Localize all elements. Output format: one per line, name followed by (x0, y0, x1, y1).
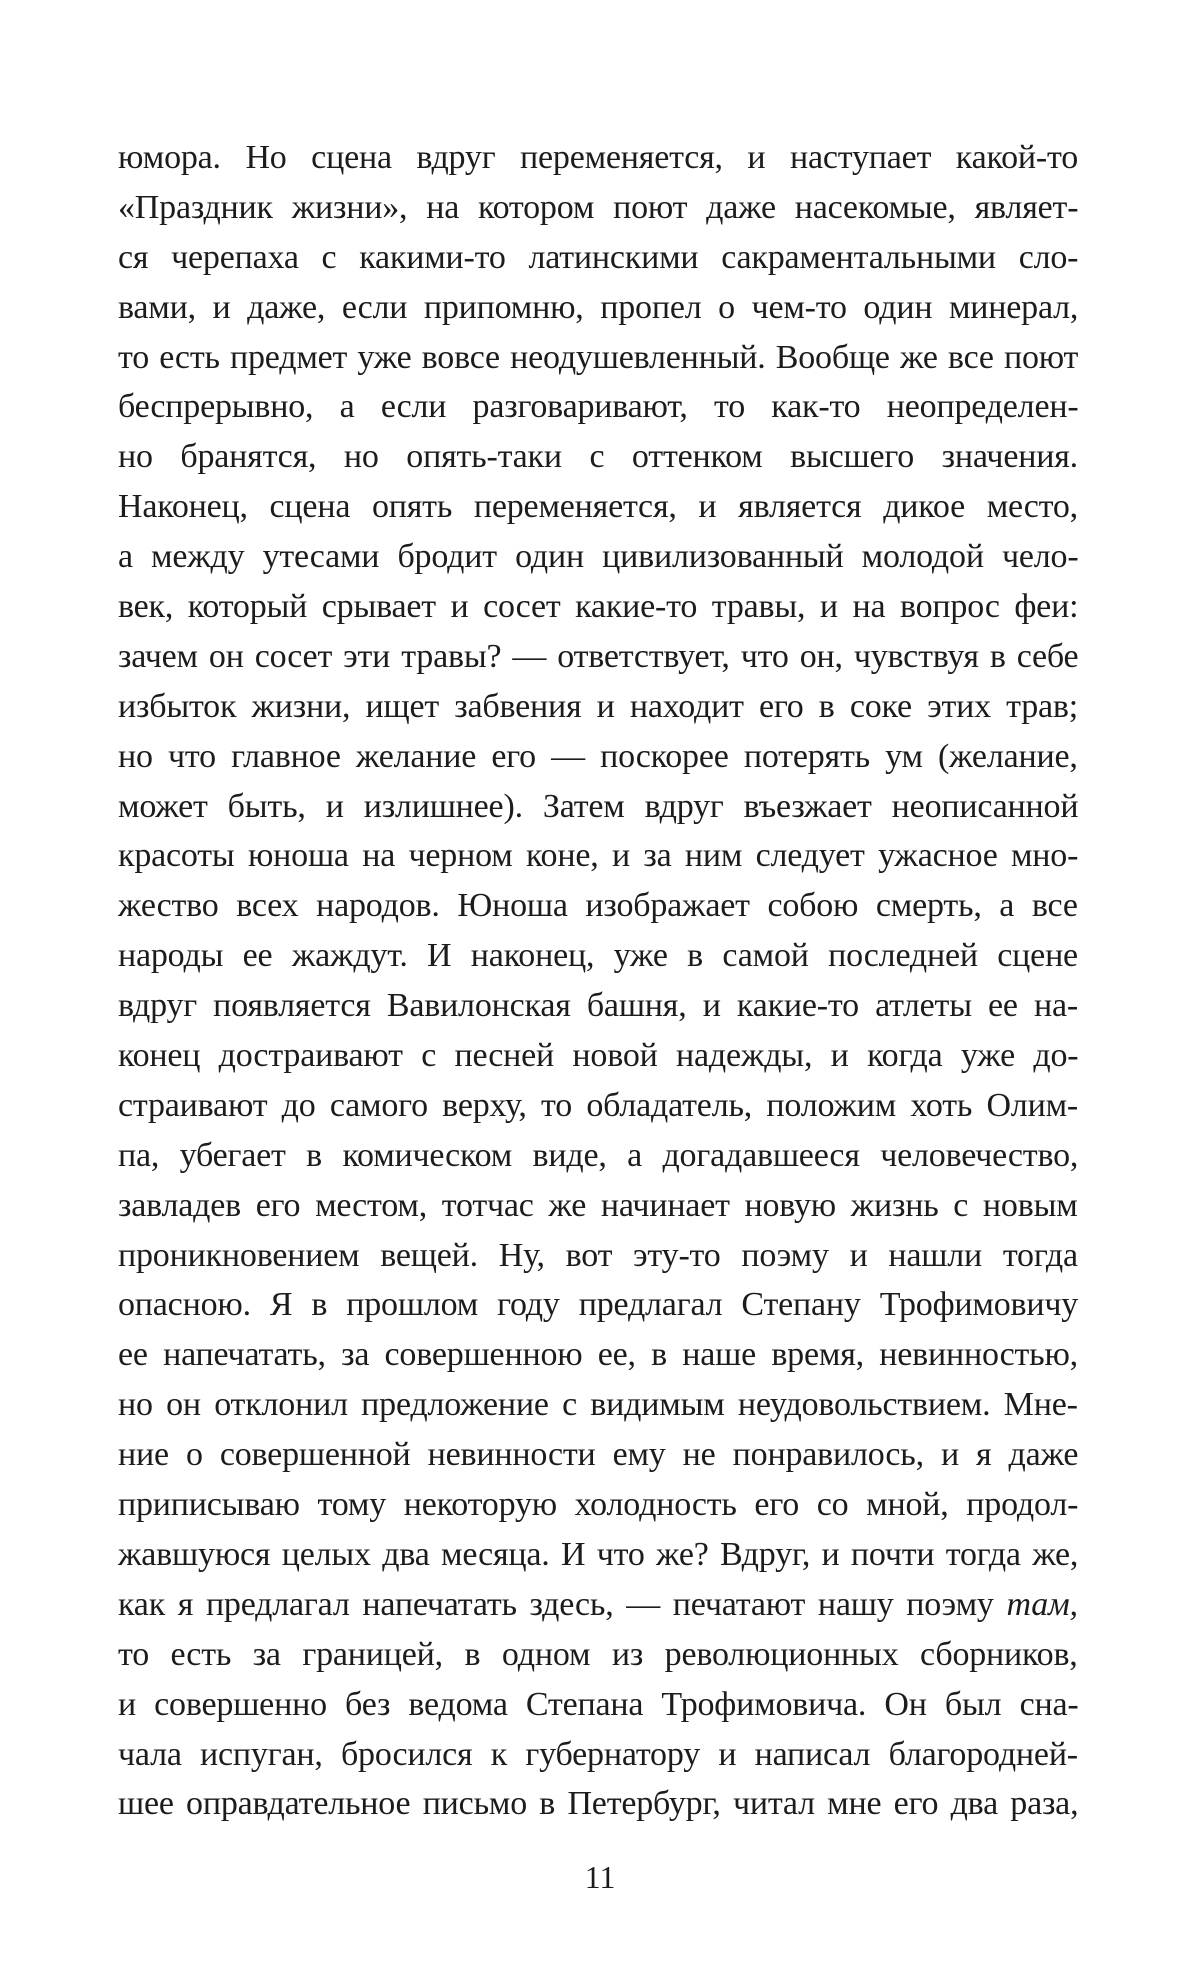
text-line: и совершенно без ведома Степана Трофимовича. Он был сна- (118, 1685, 1079, 1723)
text-line: избыток жизни, ищет забвения и находит его в соке этих трав; (118, 687, 1078, 725)
text-line: па, убегает в комическом виде, а догадавшееся человечество, (118, 1136, 1079, 1174)
text-line: век, который срывает и сосет какие-то травы, и на вопрос феи: (118, 588, 1079, 626)
text-line: но бранятся, но опять-таки с оттенком высшего значения. (118, 438, 1078, 476)
text-line: то есть предмет уже вовсе неодушевленный. Вообще же все поют (118, 338, 1079, 376)
text-line: вдруг появляется Вавилонская башня, и какие-то атлеты ее на- (118, 987, 1079, 1025)
text-line: Наконец, сцена опять переменяется, и является дикое место, (118, 488, 1078, 526)
text-line: ние о совершенной невинности ему не понравилось, и я даже (118, 1436, 1079, 1474)
text-line: чала испуган, бросился к губернатору и написал благородней- (118, 1735, 1078, 1773)
text-line: шее оправдательное письмо в Петербург, читал мне его два раза, (118, 1785, 1079, 1823)
text-line: беспрерывно, а если разговаривают, то как-то неопределен- (118, 388, 1079, 426)
text-line: а между утесами бродит один цивилизованный молодой чело- (118, 538, 1079, 576)
text-line: жество всех народов. Юноша изображает собою смерть, а все (118, 887, 1078, 925)
text-line: вами, и даже, если припомню, пропел о чем-то один минерал, (118, 288, 1079, 326)
text-line-with-italic (118, 1580, 1078, 1630)
text-line: ее напечатать, за совершенною ее, в наше время, невинностью, (118, 1336, 1078, 1374)
italic-word: там, (1006, 1585, 1078, 1623)
text-line: юмора. Но сцена вдруг переменяется, и наступает какой-то (118, 139, 1079, 176)
text-line: жавшуюся целых два месяца. И что же? Вдруг, и почти тогда же, (118, 1535, 1079, 1573)
text-line: «Праздник жизни», на котором поют даже насекомые, являет- (118, 188, 1079, 226)
text-line: опасною. Я в прошлом году предлагал Степану Трофимовичу (118, 1286, 1079, 1324)
text-line: но что главное желание его — поскорее потерять ум (желание, (118, 737, 1078, 775)
text-line: красоты юноша на черном коне, и за ним следует ужасное мно- (118, 837, 1079, 875)
text-line: страивают до самого верху, то обладатель, положим хоть Олим- (118, 1086, 1079, 1124)
text-line: завладев его местом, тотчас же начинает новую жизнь с новым (118, 1186, 1078, 1224)
text-line: приписываю тому некоторую холодность его со мной, продол- (118, 1486, 1079, 1524)
text-line: то есть за границей, в одном из революционных сборников, (118, 1635, 1078, 1673)
body-text (118, 133, 1078, 1829)
text-line-segment: как я предлагал напечатать здесь, — печатают нашу поэму (118, 1585, 1007, 1623)
text-line: конец достраивают с песней новой надежды, и когда уже до- (118, 1037, 1079, 1075)
text-line: народы ее жаждут. И наконец, уже в самой последней сцене (118, 937, 1078, 975)
text-line: зачем он сосет эти травы? — ответствует, что он, чувствуя в себе (118, 637, 1079, 675)
text-line: проникновением вещей. Ну, вот эту-то поэму и нашли тогда (118, 1236, 1078, 1274)
text-line: но он отклонил предложение с видимым неудовольствием. Мне- (118, 1386, 1078, 1424)
text-line: может быть, и излишнее). Затем вдруг въезжает неописанной (118, 787, 1079, 825)
text-line: ся черепаха с какими-то латинскими сакраментальными сло- (118, 238, 1079, 276)
page-number: 11 (584, 1859, 616, 1895)
